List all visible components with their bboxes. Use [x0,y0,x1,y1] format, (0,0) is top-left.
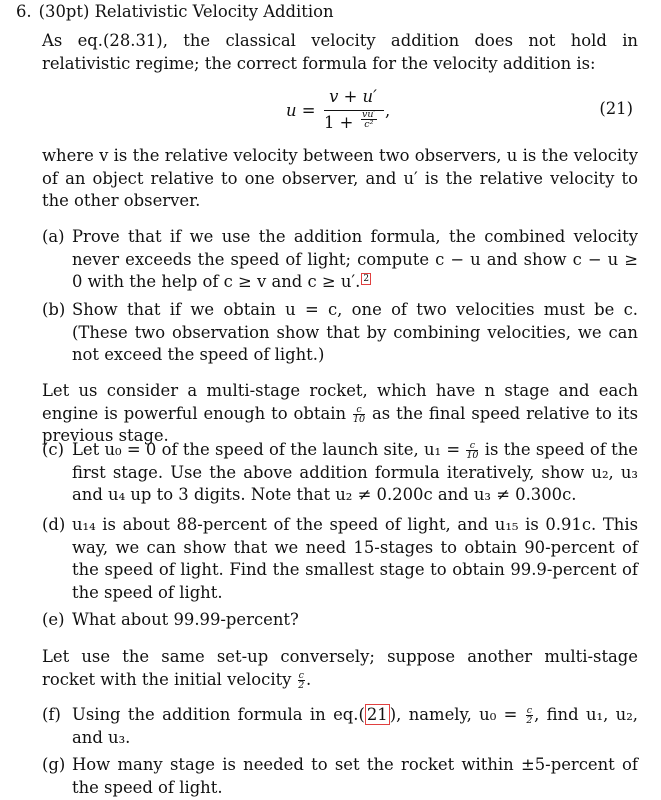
item-text: Prove that if we use the addition formula, the combined velocity never exceeds the speed of light; compute c − u and show c − u ≥ 0 with the help of c ≥ v and c ≥ u′. [72,227,638,292]
item-label: (a) [42,227,65,246]
velocity-addition-equation: u = v + u′ 1 + $\frac{vu'}{\text{c²}}$ , [286,86,406,138]
item-text-start: Let u₀ = 0 of the speed of the launch site, u₁ = [72,440,461,459]
equation-lhs: u = [286,101,316,120]
section-number: 6. [16,2,32,21]
footnote-link[interactable]: 2 [363,273,370,284]
item-label: (f) [42,705,61,724]
item-label: (b) [42,300,66,319]
c-over-2-fraction: $\frac{c}{2}$ [298,669,305,691]
where-paragraph: where v is the relative velocity between two observers, u is the velocity of an object relative to one observer, and u′ is the relative velocity to the other observer. [42,146,638,211]
item-text: Show that if we obtain u = c, one of two velocities must be c. (These two observation show that by combining velocities, we can not exceed the speed of light.) [72,300,638,365]
equation-inner-fraction [361,110,377,129]
rocket-text-end: as the final speed relative to its previous stage. [42,403,638,446]
equation-denominator-lead: 1 + [324,113,354,132]
rocket-text-start: Let us consider a multi-stage rocket, which have n stage and each engine is powerful enough to obtain [42,381,638,423]
item-text: What about 99.99-percent? [72,610,299,629]
item-text-start: Using the addition formula in eq.( [72,705,365,724]
item-label: (e) [42,610,65,629]
item-text: u₁₄ is about 88-percent of the speed of light, and u₁₅ is 0.91c. This way, we can show that we need 15-stages to obtain 90-percent of the speed of light. Find the smallest stage to obtain 99.9-percent of the speed of light. [72,515,638,602]
c-over-10-fraction: $\frac{c}{10}$ [466,440,479,461]
item-text: How many stage is needed to set the rocket within ±5-percent of the speed of light. [72,755,638,797]
rocket-paragraph [42,380,638,448]
equation-tag: (21) [599,99,633,118]
c-over-2-fraction: $\frac{c}{2}$ [526,705,533,726]
inner-denominator: c² [364,119,374,130]
inner-numerator: vu′ [362,109,376,120]
equation-numerator: v + u′ [329,87,377,106]
conversely-paragraph: Let use the same set-up conversely; suppose another multi-stage rocket with the initial velocity $\frac{c}{2}$ . [42,647,638,691]
intro-paragraph: As eq.(28.31), the classical velocity addition does not hold in relativistic regime; the correct formula for the velocity addition is: [42,31,638,73]
equation-reference-link[interactable]: 21 [366,705,388,724]
section-heading [16,1,334,24]
item-label: (c) [42,440,64,459]
item-text-end: is the speed of the first stage. Use the above addition formula iteratively, show u₂, u₃ and u₄ up to 3 digits. Note that u₂ ≠ 0.200c and u₃ ≠ 0.300c. [72,440,638,505]
item-label: (d) [42,515,66,534]
conversely-text-start: Let use the same set-up conversely; suppose another multi-stage rocket with the initial velocity [42,647,638,689]
c-over-10-fraction: $\frac{c}{10}$ [353,403,366,425]
section-title: (30pt) Relativistic Velocity Addition [38,2,334,21]
item-text-mid: ), namely, u₀ = [389,705,518,724]
item-text-end: , find u₁, u₂, and u₃. [72,705,638,747]
item-label: (g) [42,755,66,774]
